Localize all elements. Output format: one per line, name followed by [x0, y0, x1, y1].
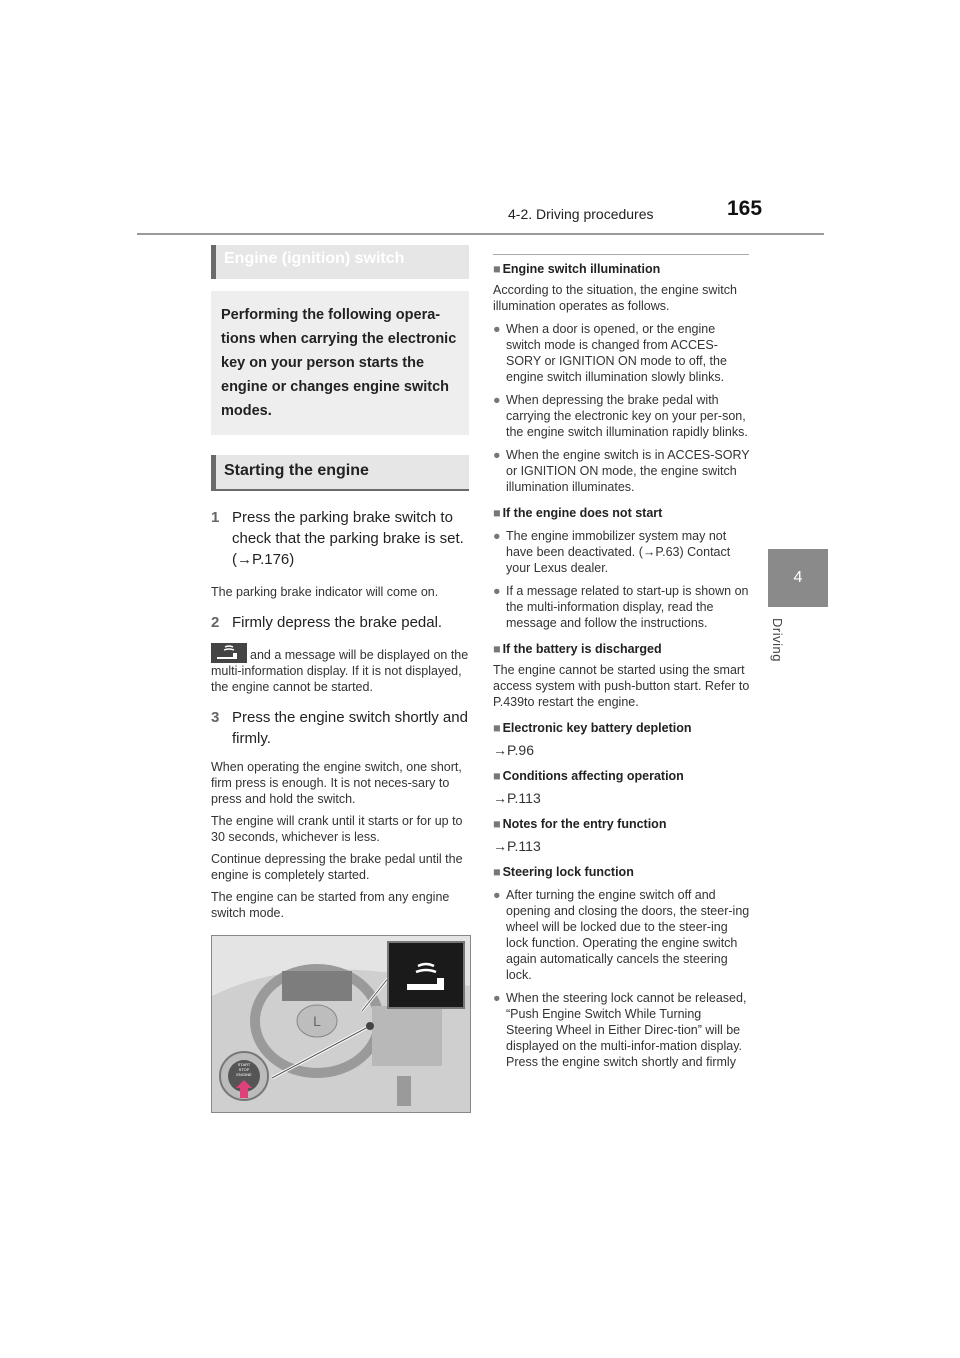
bullet-item: ● When depressing the brake pedal with carrying the electronic key on your per-son, the engine switch illumination rapidly blinks. [493, 393, 748, 439]
intro-box: Performing the following opera- tions when carrying the electronic key on your person starts the engine or changes engine switch modes. [211, 291, 469, 435]
step-3: 3 Press the engine switch shortly and firmly. [211, 709, 468, 747]
step-3-note: The engine can be started from any engine switch mode. [211, 890, 450, 920]
main-heading: Engine (ignition) switch [211, 245, 469, 279]
step-1: 1 Press the parking brake switch to check that the parking brake is set. (→P.176) [211, 509, 464, 568]
page-reference-link[interactable]: →P.113 [493, 838, 541, 854]
brake-hold-indicator-icon [211, 643, 247, 663]
bullet-item: ● When the engine switch is in ACCES-SORY or IGNITION ON mode, the engine switch illumination illuminates. [493, 448, 750, 494]
svg-text:L: L [313, 1013, 321, 1029]
section-text: The engine cannot be started using the smart access system with push-button start. Refer to P.439to restart the engine. [493, 663, 750, 709]
bullet-item: ● When a door is opened, or the engine switch mode is changed from ACCES-SORY or IGNITION ON mode to off, the engine switch illumination slowly blinks. [493, 322, 727, 384]
dashboard-drawing [212, 936, 470, 1112]
chapter-tab[interactable] [768, 549, 828, 607]
section-heading: ■ Notes for the entry function [493, 817, 667, 831]
bullet-item: ● After turning the engine switch off and opening and closing the doors, the steer-ing wheel will be locked due to the steer-ing lock function. Operating the engine switch again automatically cancels the steering lock. [493, 888, 750, 982]
column-rule [493, 254, 749, 255]
page-reference-link[interactable]: →P.96 [493, 742, 534, 758]
step-3-note: Continue depressing the brake pedal until the engine is completely started. [211, 852, 463, 882]
dashboard-illustration [211, 935, 471, 1113]
step-3-note: The engine will crank until it starts or for up to 30 seconds, whichever is less. [211, 814, 463, 844]
step-2: 2 Firmly depress the brake pedal. [211, 614, 443, 631]
page-number: 165 [727, 197, 763, 220]
step-1-note: The parking brake indicator will come on. [211, 585, 439, 599]
header-rule [137, 233, 824, 235]
section-heading: ■ Steering lock function [493, 865, 634, 879]
left-column [211, 245, 469, 1113]
right-column [493, 254, 751, 1070]
chapter-number: 4 [793, 569, 803, 586]
chapter-label: Driving [770, 618, 785, 662]
step-2-note: and a message will be displayed on the multi-information display. If it is not displayed, the engine cannot be started. [211, 643, 469, 695]
bullet-item: ● If a message related to start-up is shown on the multi-information display, read the message and follow the instructions. [493, 584, 749, 630]
section-title: 4-2. Driving procedures [508, 206, 654, 222]
start-stop-button-label: START STOP ENGINE [236, 1062, 252, 1077]
page-reference-link[interactable]: →P.113 [493, 790, 541, 806]
section-heading: ■ If the engine does not start [493, 506, 663, 520]
bullet-item: ● When the steering lock cannot be released, “Push Engine Switch While Turning Steering Wheel in Either Direc-tion” will be displayed on the multi-infor-mation display. Press the engine switch shortly and firmly [493, 991, 747, 1069]
step-3-note: When operating the engine switch, one short, firm press is enough. It is not neces-sary to press and hold the switch. [211, 760, 462, 806]
section-heading: ■ Engine switch illumination [493, 262, 661, 276]
sub-heading: Starting the engine [211, 455, 469, 491]
section-heading: ■ Electronic key battery depletion [493, 721, 692, 735]
section-heading: ■ If the battery is discharged [493, 642, 662, 656]
bullet-item: ● The engine immobilizer system may not have been deactivated. (→P.63) Contact your Lexus dealer. [493, 529, 731, 575]
section-heading: ■ Conditions affecting operation [493, 769, 684, 783]
section-text: According to the situation, the engine switch illumination operates as follows. [493, 283, 737, 313]
